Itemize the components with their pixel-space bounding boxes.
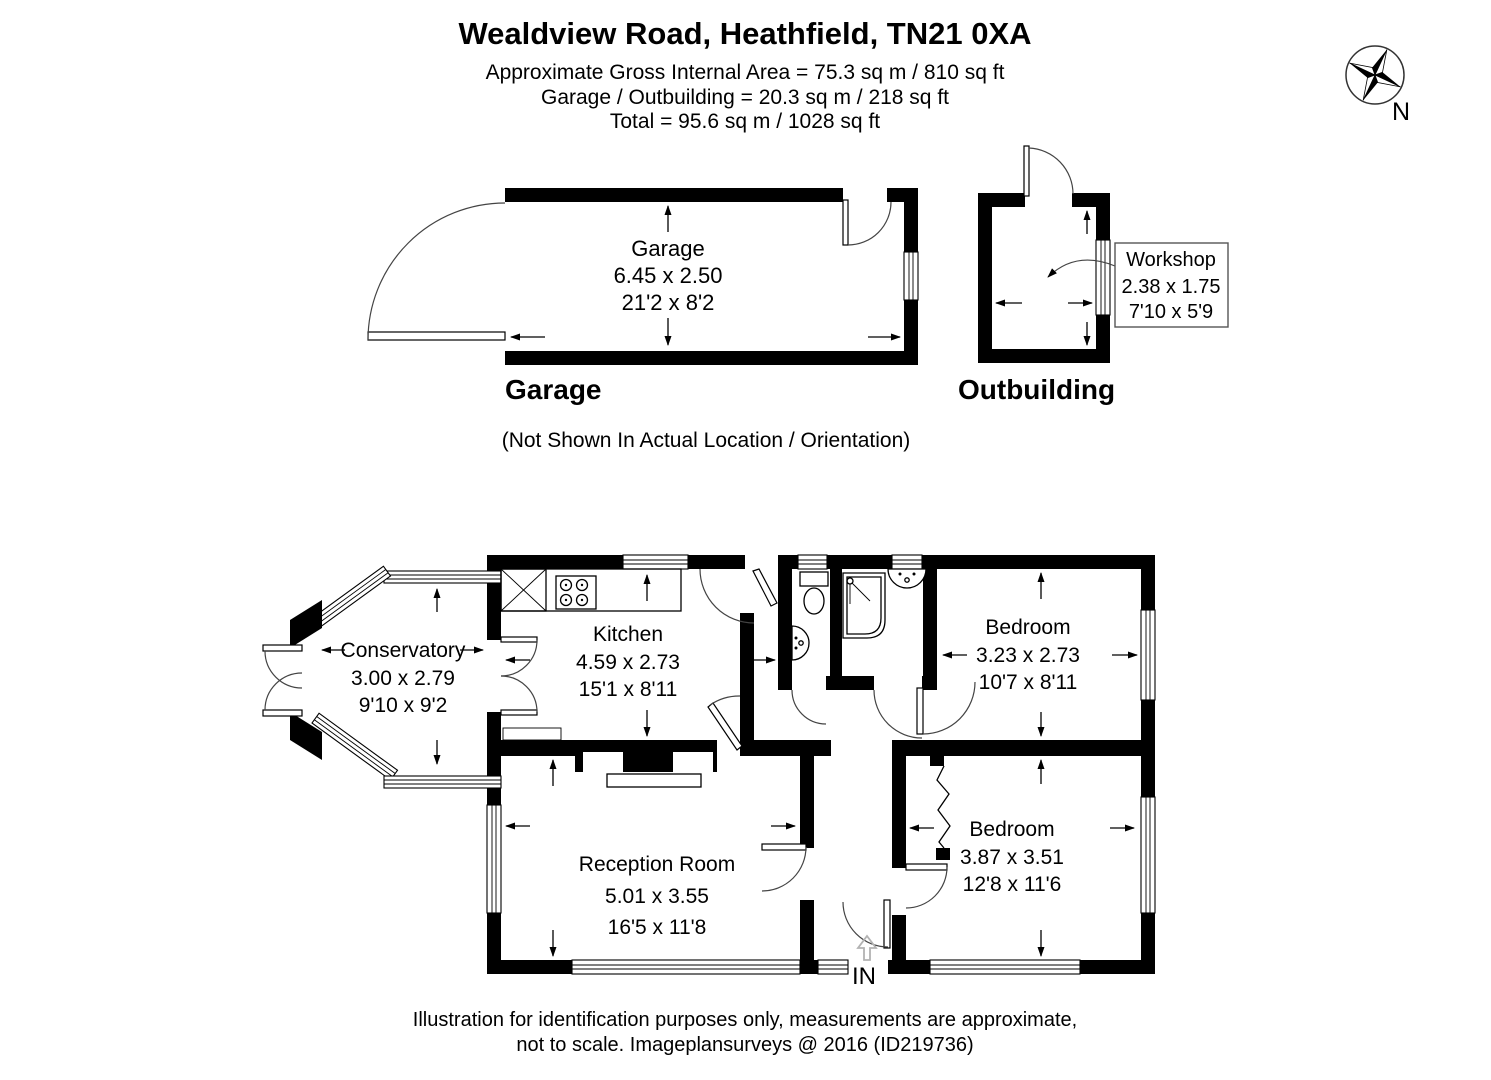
entrance-marker: [852, 936, 876, 990]
workshop-dims-ft: 7'10 x 5'9: [1128, 301, 1214, 323]
compass-icon: [1346, 46, 1410, 126]
bathroom-door-arc: [874, 690, 922, 738]
wc-window: [798, 555, 827, 569]
conservatory-french-doors: [263, 645, 302, 716]
hob-icon: [556, 576, 596, 609]
outbuilding-window: [1096, 240, 1110, 315]
room-label-conservatory: [341, 639, 466, 717]
conservatory-name: Conservatory: [340, 639, 466, 662]
bedroom2-dims-ft: 12'8 x 11'6: [962, 873, 1062, 896]
workshop-callout: [1048, 243, 1228, 327]
kitchen-dims-m: 4.59 x 2.73: [576, 651, 680, 674]
reception-dims-ft: 16'5 x 11'8: [607, 916, 707, 939]
bedroom2-side-window: [1141, 797, 1155, 913]
area-line-3: Total = 95.6 sq m / 1028 sq ft: [609, 110, 881, 133]
garage-dims-m: 6.45 x 2.50: [613, 263, 723, 288]
wc-basin-icon: [792, 626, 809, 660]
bedroom1-window: [1141, 610, 1155, 700]
entrance-sidelight-window: [818, 960, 848, 974]
garage-plan: [368, 188, 918, 405]
room-label-kitchen: [576, 623, 680, 701]
header: [458, 16, 1031, 133]
area-line-1: Approximate Gross Internal Area = 75.3 sq m / 810 sq ft: [485, 61, 1005, 84]
reception-front-window: [572, 960, 800, 974]
footer-line-1: Illustration for identification purposes only, measurements are approximate,: [412, 1009, 1078, 1031]
bedroom1-name: Bedroom: [985, 616, 1071, 639]
hearth: [607, 774, 701, 787]
reception-dims-m: 5.01 x 3.55: [605, 885, 709, 908]
garage-window: [904, 252, 918, 300]
conservatory-kitchen-doors: [501, 637, 537, 715]
shower-icon: [843, 573, 885, 638]
kitchen-unit-recess: [503, 728, 561, 740]
garage-dims-ft: 21'2 x 8'2: [621, 290, 715, 315]
bedroom2-name: Bedroom: [969, 818, 1055, 841]
toilet-icon: [800, 572, 828, 614]
garage-room-label: [614, 236, 723, 315]
kitchen-counter: [501, 569, 681, 611]
bedroom2-door: [906, 864, 947, 908]
bathroom-fixtures: [843, 569, 926, 638]
bedroom2-front-window: [930, 960, 1080, 974]
location-note: (Not Shown In Actual Location / Orientation): [501, 429, 911, 452]
conservatory-dims-m: 3.00 x 2.79: [351, 667, 455, 690]
outbuilding-door: [1024, 146, 1073, 196]
area-line-2: Garage / Outbuilding = 20.3 sq m / 218 sq ft: [541, 86, 949, 109]
room-label-bedroom1: [976, 616, 1080, 694]
compass-north-label: N: [1392, 98, 1411, 126]
main-floorplan: [263, 555, 1155, 990]
reception-side-window: [487, 805, 501, 913]
garage-side-door: [843, 200, 891, 245]
outbuilding-plan: [958, 146, 1228, 405]
wc-door-arc: [792, 690, 826, 724]
front-door: [843, 900, 890, 948]
garage-caption: Garage: [505, 374, 602, 405]
room-label-bedroom2: [960, 818, 1064, 896]
kitchen-window: [623, 555, 688, 569]
bedroom1-dims-ft: 10'7 x 8'11: [978, 671, 1078, 694]
footer: [413, 1009, 1077, 1056]
kitchen-dims-ft: 15'1 x 8'11: [578, 678, 678, 701]
kitchen-sink-unit-icon: [501, 569, 546, 611]
garage-door: [368, 203, 505, 340]
workshop-dims-m: 2.38 x 1.75: [1121, 276, 1221, 298]
conservatory-post-top: [290, 600, 322, 648]
outbuilding-caption: Outbuilding: [958, 374, 1116, 405]
bathroom-basin-icon: [888, 569, 926, 588]
page-title: Wealdview Road, Heathfield, TN21 0XA: [458, 16, 1032, 51]
in-arrow-icon: [858, 936, 876, 960]
wardrobe-folding-doors: [937, 766, 950, 848]
footer-line-2: not to scale. Imageplansurveys @ 2016 (ID219736): [516, 1034, 974, 1056]
entrance-label: IN: [852, 963, 876, 990]
room-label-reception: [579, 853, 735, 939]
reception-hall-door: [762, 844, 806, 891]
conservatory-dims-ft: 9'10 x 9'2: [358, 694, 448, 717]
garage-room-name: Garage: [631, 236, 705, 261]
workshop-name: Workshop: [1126, 249, 1216, 271]
wc-fixtures: [792, 572, 828, 660]
back-door-leaf: [753, 569, 777, 606]
bathroom-window: [892, 555, 922, 569]
reception-name: Reception Room: [578, 853, 736, 876]
outbuilding-dim-arrows: [996, 211, 1092, 345]
bedroom2-dims-m: 3.87 x 3.51: [960, 846, 1064, 869]
bedroom1-dims-m: 3.23 x 2.73: [976, 644, 1080, 667]
kitchen-name: Kitchen: [592, 623, 664, 646]
